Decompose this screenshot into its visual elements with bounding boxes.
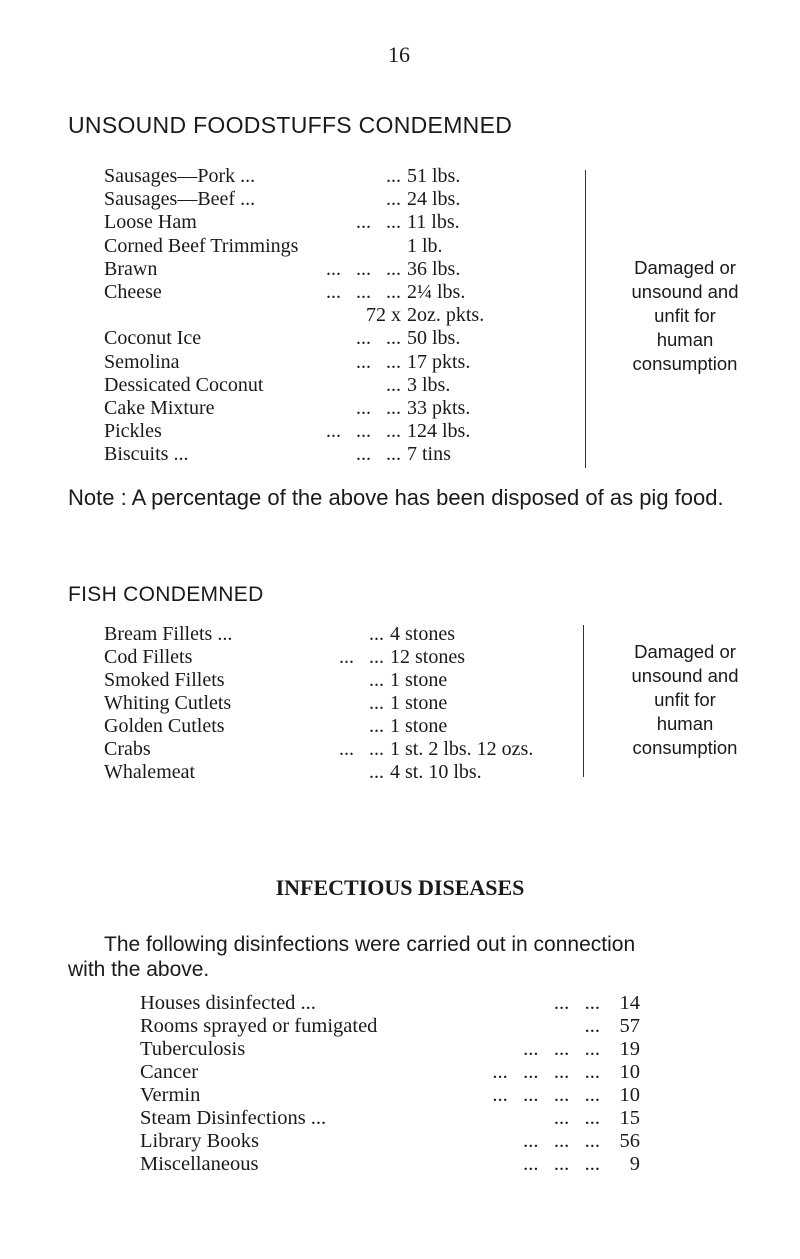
fish-bracket bbox=[583, 625, 584, 777]
foodstuff-leader: ... ... ... bbox=[326, 257, 401, 280]
fish-leader: ... bbox=[369, 715, 384, 737]
foodstuff-leader: ... ... ... bbox=[326, 420, 401, 443]
fish-bracket-note bbox=[600, 640, 770, 760]
note-line: Damaged or bbox=[634, 257, 736, 278]
fish-item: Crabs bbox=[104, 738, 151, 760]
disinfection-count: 15 bbox=[619, 1107, 640, 1129]
note-line: consumption bbox=[632, 737, 738, 758]
disinfection-leader: ... ... ... ... bbox=[492, 1084, 600, 1106]
disinfection-label: Cancer bbox=[140, 1061, 199, 1083]
fish-leader: ... bbox=[369, 761, 384, 783]
infectious-heading: INFECTIOUS DISEASES bbox=[275, 875, 525, 900]
foodstuff-item: Dessicated Coconut bbox=[104, 373, 264, 396]
disinfection-leader: ... ... ... bbox=[523, 1130, 600, 1152]
note-line: unfit for bbox=[654, 689, 716, 710]
foodstuff-quantity: 3 lbs. bbox=[407, 373, 451, 396]
foodstuff-quantity: 33 pkts. bbox=[407, 397, 471, 419]
foodstuff-quantity: 36 lbs. bbox=[407, 257, 461, 280]
note-line: unsound and bbox=[631, 281, 739, 302]
note-line: Damaged or bbox=[634, 641, 736, 662]
foodstuff-leader: ... bbox=[386, 165, 401, 187]
fish-quantity: 12 stones bbox=[390, 646, 465, 668]
disinfection-count: 10 bbox=[619, 1084, 640, 1106]
disinfection-count: 57 bbox=[619, 1015, 640, 1037]
disinfection-leader: ... ... ... bbox=[523, 1038, 600, 1060]
foodstuff-leader: ... ... bbox=[356, 443, 401, 466]
intro-line-1: The following disinfections were carried out in connection bbox=[104, 933, 636, 956]
disinfection-label: Miscellaneous bbox=[140, 1153, 259, 1175]
disinfection-count: 19 bbox=[619, 1038, 640, 1060]
disinfection-leader: ... bbox=[584, 1015, 600, 1037]
foodstuff-item: Coconut Ice bbox=[104, 327, 202, 350]
foodstuff-quantity: 50 lbs. bbox=[407, 327, 461, 350]
disinfection-label: Library Books bbox=[140, 1130, 259, 1152]
disinfection-label: Steam Disinfections ... bbox=[140, 1107, 327, 1129]
fish-item: Cod Fillets bbox=[104, 646, 193, 668]
foodstuff-item: Loose Ham bbox=[104, 211, 197, 234]
fish-leader: ... bbox=[369, 623, 384, 645]
foodstuff-quantity: 2oz. pkts. bbox=[407, 304, 485, 327]
foodstuff-leader: ... ... bbox=[356, 350, 401, 373]
disinfection-leader: ... ... bbox=[553, 992, 600, 1014]
foodstuff-quantity: 1 lb. bbox=[407, 234, 443, 257]
foodstuff-leader: ... ... bbox=[356, 327, 401, 350]
foodstuffs-bracket bbox=[585, 170, 586, 468]
intro-line-2: with the above. bbox=[68, 958, 210, 981]
foodstuff-quantity: 17 pkts. bbox=[407, 350, 471, 373]
fish-quantity: 1 st. 2 lbs. 12 ozs. bbox=[390, 738, 534, 760]
foodstuff-item: Sausages—Beef ... bbox=[104, 188, 256, 211]
foodstuff-item: Pickles bbox=[104, 420, 162, 443]
fish-leader: ... bbox=[369, 669, 384, 691]
fish-leader: ... ... bbox=[339, 738, 384, 760]
note-line: unsound and bbox=[631, 665, 739, 686]
disinfection-label: Vermin bbox=[140, 1084, 201, 1106]
fish-item: Whiting Cutlets bbox=[104, 692, 232, 714]
foodstuff-quantity: 24 lbs. bbox=[407, 188, 461, 211]
disinfection-label: Houses disinfected ... bbox=[140, 992, 316, 1014]
foodstuff-quantity: 2¼ lbs. bbox=[407, 281, 466, 303]
foodstuff-leader: 72 x bbox=[366, 304, 401, 327]
foodstuff-item: Biscuits ... bbox=[104, 443, 189, 466]
disinfection-label: Rooms sprayed or fumigated bbox=[140, 1015, 378, 1037]
foodstuff-item: Semolina bbox=[104, 350, 180, 373]
fish-quantity: 1 stone bbox=[390, 669, 448, 691]
fish-quantity: 1 stone bbox=[390, 692, 448, 714]
disinfection-count: 14 bbox=[619, 992, 640, 1014]
note-line: human bbox=[656, 329, 714, 350]
fish-heading: FISH CONDEMNED bbox=[68, 583, 264, 606]
fish-leader: ... bbox=[369, 692, 384, 714]
disinfection-leader: ... ... ... bbox=[523, 1153, 600, 1175]
foodstuff-leader: ... ... bbox=[356, 397, 401, 419]
foodstuff-item: Cheese bbox=[104, 281, 162, 303]
foodstuffs-bracket-note bbox=[600, 256, 770, 376]
disinfection-label: Tuberculosis bbox=[140, 1038, 246, 1060]
foodstuff-quantity: 11 lbs. bbox=[407, 211, 460, 234]
note-line: consumption bbox=[632, 353, 738, 374]
foodstuff-item: Corned Beef Trimmings bbox=[104, 234, 299, 257]
foodstuff-leader: ... bbox=[386, 373, 401, 396]
foodstuff-leader: ... ... ... bbox=[326, 281, 401, 303]
fish-quantity: 4 stones bbox=[390, 623, 455, 645]
disinfection-count: 56 bbox=[619, 1130, 640, 1152]
disinfection-leader: ... ... ... ... bbox=[492, 1061, 600, 1083]
fish-item: Bream Fillets ... bbox=[104, 623, 233, 645]
foodstuff-item: Sausages—Pork ... bbox=[104, 165, 256, 187]
pig-food-note: Note : A percentage of the above has been disposed of as pig food. bbox=[68, 485, 724, 510]
disinfection-count: 9 bbox=[629, 1153, 640, 1175]
fish-item: Whalemeat bbox=[104, 761, 196, 783]
fish-item: Golden Cutlets bbox=[104, 715, 225, 737]
page-number: 16 bbox=[388, 42, 410, 67]
foodstuff-leader: ... bbox=[386, 188, 401, 211]
foodstuff-quantity: 51 lbs. bbox=[407, 165, 461, 187]
foodstuff-quantity: 124 lbs. bbox=[407, 420, 471, 443]
fish-leader: ... ... bbox=[339, 646, 384, 668]
note-line: human bbox=[656, 713, 714, 734]
note-line: unfit for bbox=[654, 305, 716, 326]
foodstuff-item: Cake Mixture bbox=[104, 397, 215, 419]
foodstuff-quantity: 7 tins bbox=[407, 443, 451, 466]
foodstuff-leader: ... ... bbox=[356, 211, 401, 234]
disinfection-leader: ... ... bbox=[553, 1107, 600, 1129]
fish-item: Smoked Fillets bbox=[104, 669, 225, 691]
disinfection-count: 10 bbox=[619, 1061, 640, 1083]
fish-quantity: 4 st. 10 lbs. bbox=[390, 761, 482, 783]
fish-quantity: 1 stone bbox=[390, 715, 448, 737]
foodstuff-item: Brawn bbox=[104, 257, 158, 280]
foodstuffs-heading: UNSOUND FOODSTUFFS CONDEMNED bbox=[68, 112, 513, 138]
